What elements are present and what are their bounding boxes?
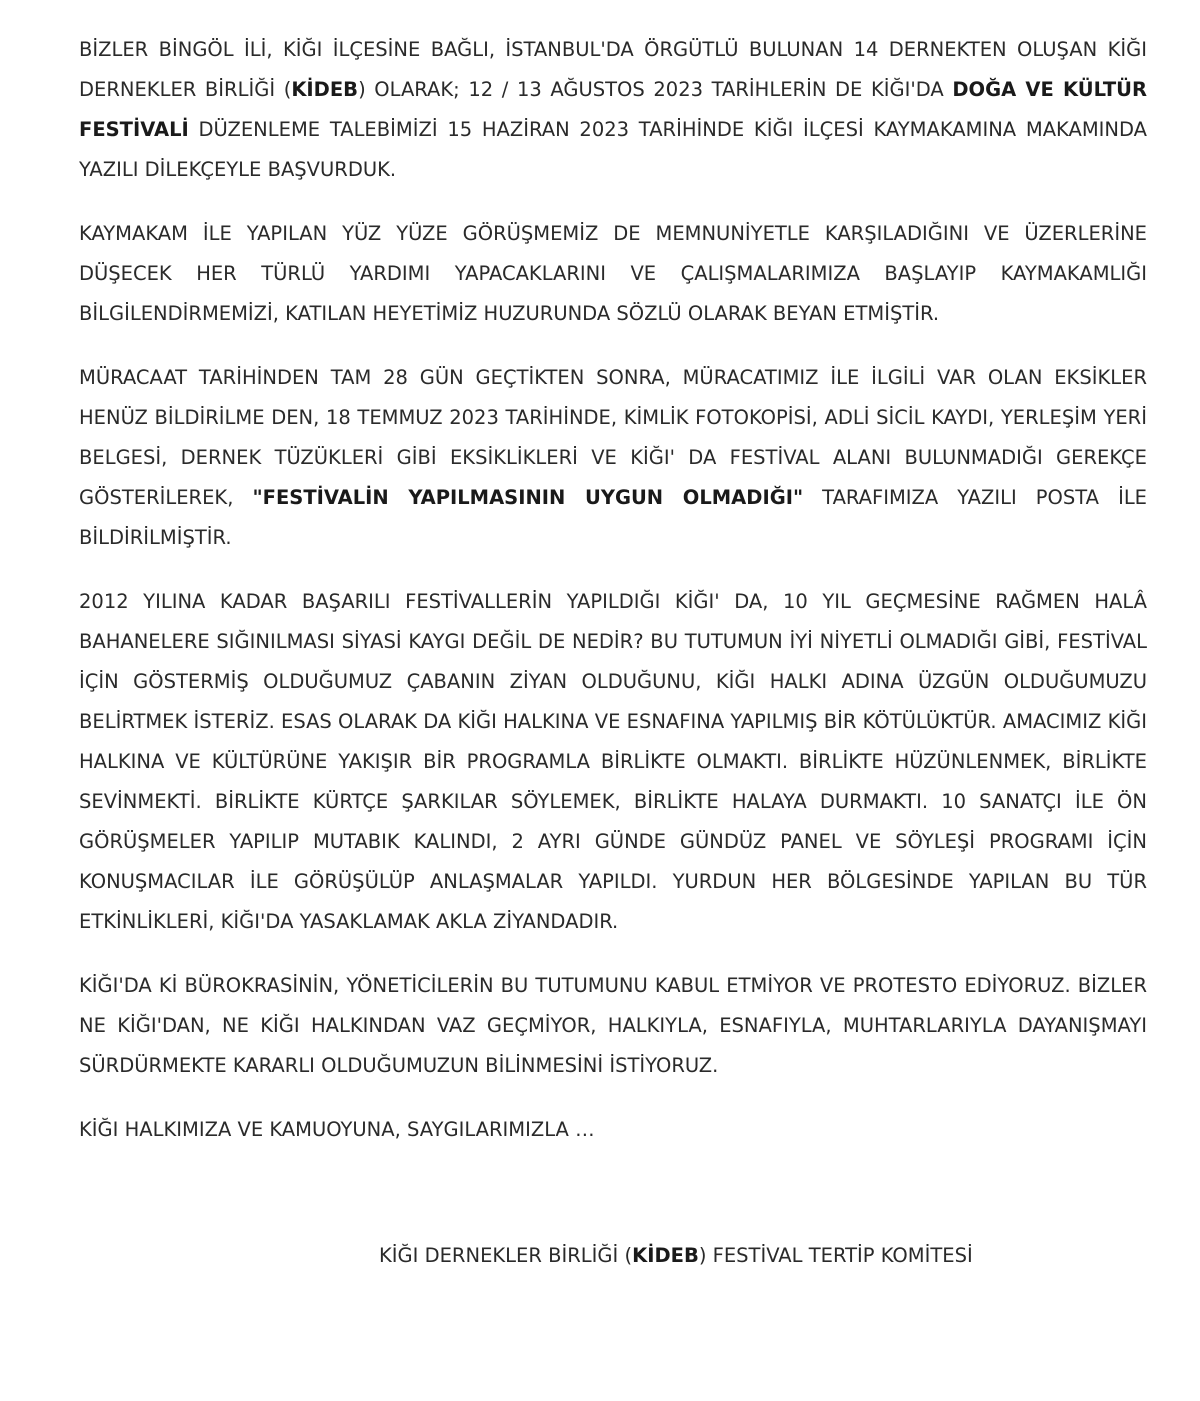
paragraph-rejection — [79, 358, 1147, 558]
signature-line — [379, 1236, 973, 1276]
paragraph-protest: KİĞI'DA Kİ BÜROKRASİNİN, YÖNETİCİLERİN BU TUTUMUNU KABUL ETMİYOR VE PROTESTO EDİYORUZ. BİZLER NE KİĞI'DAN, NE KİĞI HALKINDAN VAZ GEÇMİYOR, HALKIYLA, ESNAFIYLA, MUHTARLARIYLA DAYANIŞMAYI SÜRDÜRMEKTE KARARLI OLDUĞUMUZUN BİLİNMESİNİ İSTİYORUZ. — [79, 974, 1147, 1077]
kideb-abbreviation: KİDEB — [291, 78, 359, 101]
letter-body — [79, 30, 1147, 1150]
signature-text-2: ) FESTİVAL TERTİP KOMİTESİ — [698, 1244, 973, 1267]
festival-name: DOĞA VE KÜLTÜR FESTİVALİ — [79, 78, 1147, 141]
paragraph-application — [79, 30, 1147, 190]
signature-text: KİĞI DERNEKLER BİRLİĞİ ( — [379, 1244, 633, 1267]
paragraph-application-text-3: DÜZENLEME TALEBİMİZİ 15 HAZİRAN 2023 TARİHİNDE KİĞI İLÇESİ KAYMAKAMINA MAKAMINDA YAZILI DİLEKÇEYLE BAŞVURDUK. — [79, 118, 1147, 181]
paragraph-rejection-text-2: TARAFIMIZA YAZILI POSTA İLE BİLDİRİLMİŞTİR. — [79, 486, 1147, 549]
signature-kideb: KİDEB — [632, 1244, 699, 1267]
paragraph-application-text-2: ) OLARAK; 12 / 13 AĞUSTOS 2023 TARİHLERİN DE KİĞI'DA — [358, 78, 953, 101]
paragraph-application-text: BİZLER BİNGÖL İLİ, KİĞI İLÇESİNE BAĞLI, İSTANBUL'DA ÖRGÜTLÜ BULUNAN 14 DERNEKTEN OLUŞAN KİĞI DERNEKLER BİRLİĞİ ( — [79, 38, 1147, 101]
rejection-quote: "FESTİVALİN YAPILMASININ UYGUN OLMADIĞI" — [252, 486, 804, 509]
closing-line: KİĞI HALKIMIZA VE KAMUOYUNA, SAYGILARIMIZLA … — [79, 1118, 595, 1141]
paragraph-history: 2012 YILINA KADAR BAŞARILI FESTİVALLERİN YAPILDIĞI KİĞI' DA, 10 YIL GEÇMESİNE RAĞMEN HALÂ BAHANELERE SIĞINILMASI SİYASİ KAYGI DEĞİL DE NEDİR? BU TUTUMUN İYİ NİYETLİ OLMADIĞI GİBİ, FESTİVAL İÇİN GÖSTERMİŞ OLDUĞUMUZ ÇABANIN ZİYAN OLDUĞUNU, KİĞI HALKI ADINA ÜZGÜN OLDUĞUMUZU BELİRTMEK İSTERİZ. ESAS OLARAK DA KİĞI HALKINA VE ESNAFINA YAPILMIŞ BİR KÖTÜLÜKTÜR. AMACIMIZ KİĞI HALKINA VE KÜLTÜRÜNE YAKIŞIR BİR PROGRAMLA BİRLİKTE OLMAKTI. BİRLİKTE HÜZÜNLENMEK, BİRLİKTE SEVİNMEKTİ. BİRLİKTE KÜRTÇE ŞARKILAR SÖYLEMEK, BİRLİKTE HALAYA DURMAKTI. 10 SANATÇI İLE ÖN GÖRÜŞMELER YAPILIP MUTABIK KALINDI, 2 AYRI GÜNDE GÜNDÜZ PANEL VE SÖYLEŞİ PROGRAMI İÇİN KONUŞMACILAR İLE GÖRÜŞÜLÜP ANLAŞMALAR YAPILDI. YURDUN HER BÖLGESİNDE YAPILAN BU TÜR ETKİNLİKLERİ, KİĞI'DA YASAKLAMAK AKLA ZİYANDADIR. — [79, 590, 1147, 933]
paragraph-rejection-text: MÜRACAAT TARİHİNDEN TAM 28 GÜN GEÇTİKTEN SONRA, MÜRACATIMIZ İLE İLGİLİ VAR OLAN EKSİKLER HENÜZ BİLDİRİLME DEN, 18 TEMMUZ 2023 TARİHİNDE, KİMLİK FOTOKOPİSİ, ADLİ SİCİL KAYDI, YERLEŞİM YERİ BELGESİ, DERNEK TÜZÜKLERİ GİBİ EKSİKLİKLERİ VE KİĞI' DA FESTİVAL ALANI BULUNMADIĞI GEREKÇE GÖSTERİLEREK, — [79, 366, 1147, 509]
paragraph-meeting: KAYMAKAM İLE YAPILAN YÜZ YÜZE GÖRÜŞMEMİZ DE MEMNUNİYETLE KARŞILADIĞINI VE ÜZERLERİNE DÜŞECEK HER TÜRLÜ YARDIMI YAPACAKLARINI VE ÇALIŞMALARIMIZA BAŞLAYIP KAYMAKAMLIĞI BİLGİLENDİRMEMİZİ, KATILAN HEYETİMİZ HUZURUNDA SÖZLÜ OLARAK BEYAN ETMİŞTİR. — [79, 222, 1147, 325]
